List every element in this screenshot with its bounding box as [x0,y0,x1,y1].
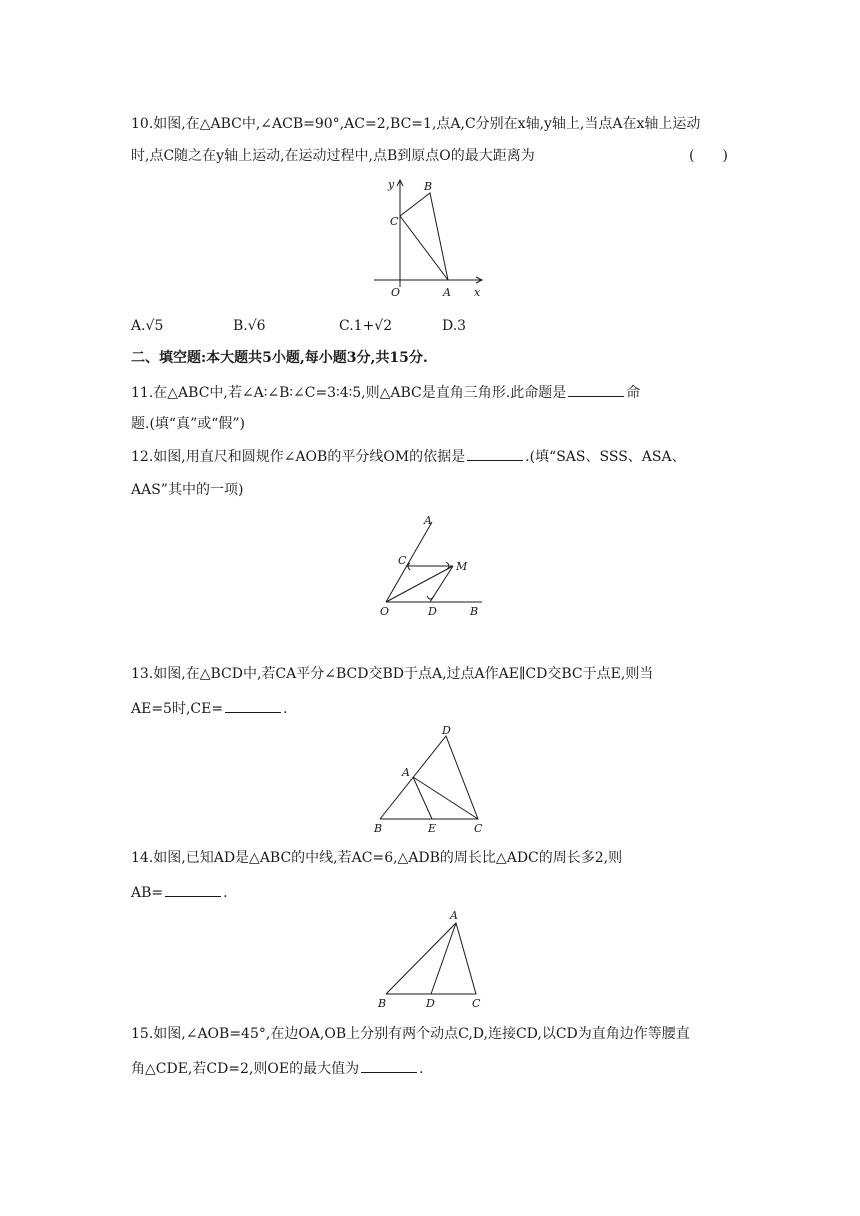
q12-line2: AAS”其中的一项) [131,482,244,498]
q14-text-b: . [223,885,228,901]
q12-label-B: B [470,605,479,618]
q10-option-c: C.1+√2 [339,318,393,334]
q13-label-B: B [374,822,383,835]
q10-answer-paren: ( ) [689,148,728,164]
section2-heading: 二、填空题:本大题共5小题,每小题3分,共15分. [131,350,428,366]
q10-label-y: y [388,178,395,191]
q13-text-a: AE=5时,CE= [131,701,224,717]
q14-line2 [131,882,228,903]
q10-label-C: C [390,215,399,228]
q10-option-a: A.√5 [131,318,164,334]
q10-option-b: B.√6 [233,318,266,334]
q14-label-C: C [472,997,481,1010]
q14-line1: 14.如图,已知AD是△ABC的中线,若AC=6,△ADB的周长比△ADC的周长多2,则 [131,850,623,866]
q15-line2 [131,1058,424,1079]
q10-label-B: B [424,180,433,193]
q13-label-A: A [402,766,410,779]
q15-blank [361,1058,417,1073]
q11-line2: 题.(填“真”或“假”) [131,416,246,432]
q14-figure [372,905,490,1011]
q10-label-x: x [474,286,481,299]
q10-triangle [400,193,448,280]
q11-text-b: 命 [626,385,641,401]
q13-label-E: E [428,822,437,835]
q14-text-a: AB= [131,885,164,901]
q14-label-A: A [450,909,458,922]
q15-text-a: 角△CDE,若CD=2,则OE的最大值为 [131,1061,360,1077]
q15-text-b: . [419,1061,424,1077]
q13-label-C: C [474,822,483,835]
q12-text-a: 12.如图,用直尺和圆规作∠AOB的平分线OM的依据是 [131,449,466,465]
q10-line1: 10.如图,在△ABC中,∠ACB=90°,AC=2,BC=1,点A,C分别在x轴,y轴上,当点A在x轴上运动 [131,116,701,132]
q12-label-M: M [456,560,468,573]
q12-arc-D [427,596,434,599]
q11-blank [568,382,624,397]
q13-blank [225,698,281,713]
q12-blank [467,446,523,461]
q10-line2: 时,点C随之在y轴上运动,在运动过程中,点B到原点O的最大距离为 [131,148,535,164]
q12-line1 [131,446,686,467]
q14-median-AD [431,923,456,994]
q11-line1 [131,382,640,403]
q13-line2 [131,698,288,719]
q14-triangle-ABC [386,923,476,994]
q12-text-b: .(填“SAS、SSS、ASA、 [525,449,686,465]
q13-label-D: D [442,724,451,737]
q10-label-O: O [391,286,401,299]
q13-line1: 13.如图,在△BCD中,若CA平分∠BCD交BD于点A,过点A作AE∥CD交BC于点E,则当 [131,666,654,682]
q13-text-b: . [283,701,288,717]
q12-figure [370,510,490,620]
q12-label-A: A [424,514,432,527]
q11-text-a: 11.在△ABC中,若∠A∶∠B∶∠C=3∶4∶5,则△ABC是直角三角形.此命题是 [131,385,567,401]
q12-label-O: O [380,605,390,618]
q14-blank [165,882,221,897]
q13-triangle-BDC [380,736,478,819]
q10-option-d: D.3 [442,318,467,334]
q10-figure [370,172,495,302]
q10-label-A: A [443,286,451,299]
q13-figure [368,722,496,836]
q14-label-D: D [426,997,435,1010]
q15-line1: 15.如图,∠AOB=45°,在边OA,OB上分别有两个动点C,D,连接CD,以CD为直角边作等腰直 [131,1026,690,1042]
q12-label-C: C [398,554,407,567]
q12-label-D: D [428,605,437,618]
q14-label-B: B [378,997,387,1010]
